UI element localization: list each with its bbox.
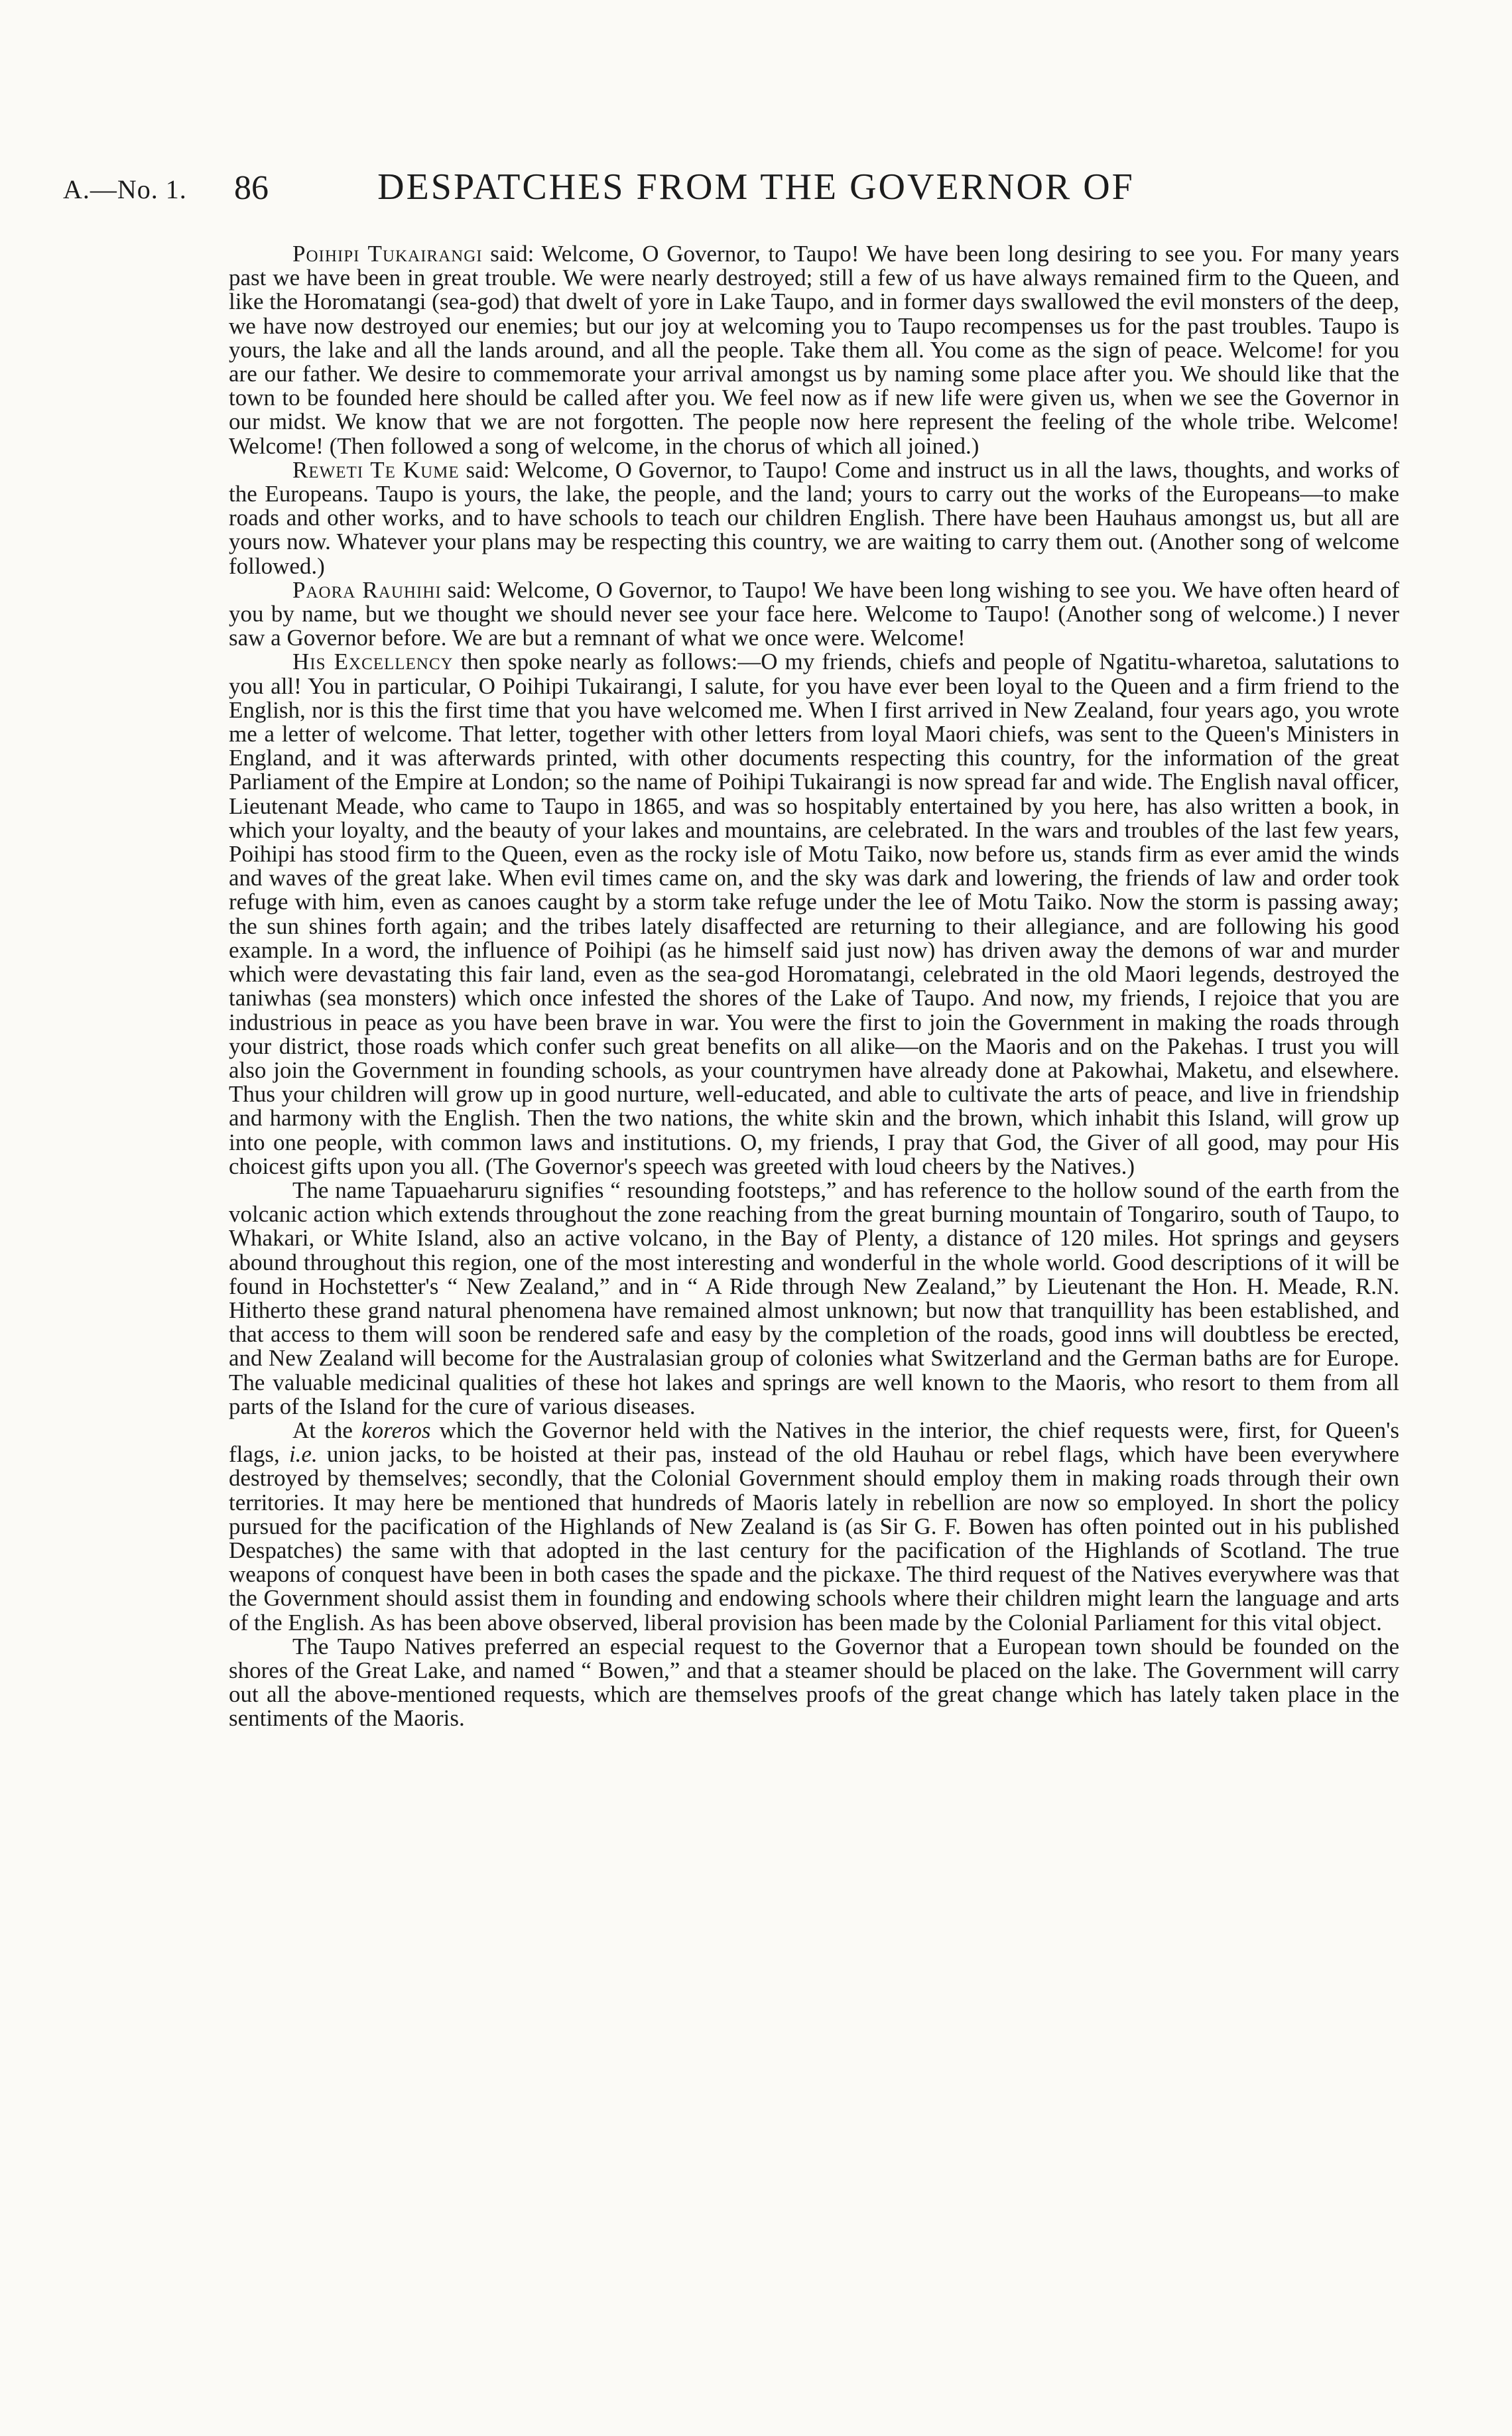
paragraph-text: then spoke nearly as follows:—O my friends, chiefs and people of Ngatitu-wharetoa, salutations to you all! You in particular, O Poihipi Tukairangi, I salute, for you have ever been loyal to the Queen and a firm friend to the English, nor is this the first time that you have welcomed me. When I first arrived in New Zealand, four years ago, you wrote me a letter of welcome. That letter, together with other letters from loyal Maori chiefs, was sent to the Queen's Ministers in England, and it was afterwards printed, with other documents respecting this country, for the information of the great Parliament of the Empire at London; so the name of Poihipi Tukairangi is now spread far and wide. The English naval officer, Lieutenant Meade, who came to Taupo in 1865, and was so hospitably entertained by you here, has also written a book, in which your loyalty, and the beauty of your lakes and mountains, are celebrated. In the wars and troubles of the last few years, Poihipi has stood firm to the Queen, even as the rocky isle of Motu Taiko, now before us, stands firm as ever amid the winds and waves of the great lake. When evil times came on, and the sky was dark and lowering, the friends of law and order took refuge with him, even as canoes caught by a storm take refuge under the lee of Motu Taiko. Now the storm is passing away; the sun shines forth again; and the tribes lately disaffected are returning to their allegiance, and are following his good example. In a word, the influence of Poihipi (as he himself said just now) has driven away the demons of war and murder which were devastating this fair land, even as the sea-god Horomatangi, celebrated in the old Maori legends, destroyed the taniwhas (sea monsters) which once infested the shores of the Lake of Taupo. And now, my friends, I rejoice that you are industrious in peace as you have been brave in war. You were the first to join the Government in making the roads through your district, those roads which confer such great benefits on all alike—on the Maoris and on the Pakehas. I trust you will also join the Government in founding schools, as your countrymen have already done at Pakowhai, Maketu, and elsewhere. Thus your children will grow up in good nurture, well-educated, and able to cultivate the arts of peace, and live in friendship and harmony with the English. Then the two nations, the white skin and the brown, which inhabit this Island, will grow up into one people, with common laws and institutions. O, my friends, I pray that God, the Giver of all good, may pour His choicest gifts upon you all. (The Governor's speech was greeted with loud cheers by the Natives.)	[229, 649, 1399, 1179]
paragraph-text: said: Welcome, O Governor, to Taupo! Come and instruct us in all the laws, thoughts, and works of the Europeans. Taupo is yours, the lake, the people, and the land; yours to carry out the works of the Europeans—to make roads and other works, and to have schools to teach our children English. There have been Hauhaus amongst us, but all are yours now. Whatever your plans may be respecting this country, we are waiting to carry them out. (Another song of welcome followed.)	[229, 456, 1399, 579]
paragraph-text: The Taupo Natives preferred an especial request to the Governor that a European town should be founded on the shores of the Great Lake, and named “ Bowen,” and that a steamer should be placed on the lake. The Government will carry out all the above-mentioned requests, which are themselves proofs of the great change which has lately taken place in the sentiments of the Maoris.	[229, 1633, 1399, 1732]
document-reference: A.—No. 1.	[63, 174, 187, 204]
paragraph-taupo-request	[229, 1635, 1399, 1731]
speaker-name: Paora Rauhihi	[292, 576, 442, 603]
page-header	[63, 166, 1449, 219]
article-body	[229, 242, 1399, 1731]
paragraph-excellency	[229, 650, 1399, 1178]
paragraph-text: union jacks, to be hoisted at their pas, instead of the old Hauhau or rebel flags, which have been everywhere destroyed by themselves; secondly, that the Colonial Government should employ them in making roads through their own territories. It may here be mentioned that hundreds of Maoris lately in rebellion are now so employed. In short the policy pursued for the pacification of the Highlands of New Zealand is (as Sir G. F. Bowen has often pointed out in his published Despatches) the same with that adopted in the last century for the pacification of the Highlands of Scotland. The true weapons of conquest have been in both cases the spade and the pickaxe. The third request of the Natives everywhere was that the Government should assist them in founding and endowing schools where their children might learn the language and arts of the English. As has been above observed, liberal provision has been made by the Colonial Parliament for this vital object.	[229, 1441, 1399, 1635]
speaker-name: Poihipi Tukairangi	[292, 241, 483, 267]
paragraph-text: which the Governor held with the Natives in the interior, the chief requests were, first, for Queen's flags,	[229, 1417, 1399, 1468]
paragraph-tapuaeharuru	[229, 1179, 1399, 1419]
paragraph-reweti	[229, 458, 1399, 578]
paragraph-text: The name Tapuaeharuru signifies “ resounding footsteps,” and has reference to the hollow sound of the earth from the volcanic action which extends throughout the zone reaching from the great burning mountain of Tongariro, south of Taupo, to Whakari, or White Island, also an active volcano, in the Bay of Plenty, a distance of 120 miles. Hot springs and geysers abound throughout this region, one of the most interesting and wonderful in the whole world. Good descriptions of it will be found in Hochstetter's “ New Zealand,” and in “ A Ride through New Zealand,” by Lieutenant the Hon. H. Meade, R.N. Hitherto these grand natural phenomena have remained almost unknown; but now that tranquillity has been established, and that access to them will soon be rendered safe and easy by the completion of the roads, good inns will doubtless be erected, and New Zealand will become for the Australasian group of colonies what Switzerland and the German baths are for Europe. The valuable medicinal qualities of these hot lakes and springs are well known to the Maoris, who resort to them from all parts of the Island for the cure of various diseases.	[229, 1177, 1399, 1419]
paragraph-poihipi	[229, 242, 1399, 458]
speaker-name: Reweti Te Kume	[292, 456, 460, 483]
italic-term: koreros	[361, 1417, 431, 1443]
page-number: 86	[234, 169, 269, 207]
paragraph-text: said: Welcome, O Governor, to Taupo! We have been long wishing to see you. We have often heard of you by name, but we thought we should never see your face here. Welcome to Taupo! (Another song of welcome.) I never saw a Governor before. We are but a remnant of what we once were. Welcome!	[229, 576, 1399, 651]
running-title: DESPATCHES FROM THE GOVERNOR OF	[377, 166, 1135, 208]
paragraph-koreros	[229, 1419, 1399, 1635]
paragraph-text: At the	[292, 1417, 362, 1443]
paragraph-paora	[229, 578, 1399, 651]
paragraph-text: said: Welcome, O Governor, to Taupo! We have been long desiring to see you. For many years past we have been in great trouble. We were nearly destroyed; still a few of us have always remained firm to the Queen, and like the Horomatangi (sea-god) that dwelt of yore in Lake Taupo, and in former days swallowed the evil monsters of the deep, we have now destroyed our enemies; but our joy at welcoming you to Taupo recompenses us for the past troubles. Taupo is yours, the lake and all the lands around, and all the people. Take them all. You come as the sign of peace. Welcome! for you are our father. We desire to commemorate your arrival amongst us by naming some place after you. We should like that the town to be founded here should be called after you. We feel now as if new life were given us, when we see the Governor in our midst. We know that we are not forgotten. The people now here represent the feeling of the whole tribe. Welcome! Welcome! (Then followed a song of welcome, in the chorus of which all joined.)	[229, 241, 1399, 459]
italic-term: i.e.	[288, 1441, 318, 1468]
speaker-name: His Excellency	[292, 649, 454, 675]
